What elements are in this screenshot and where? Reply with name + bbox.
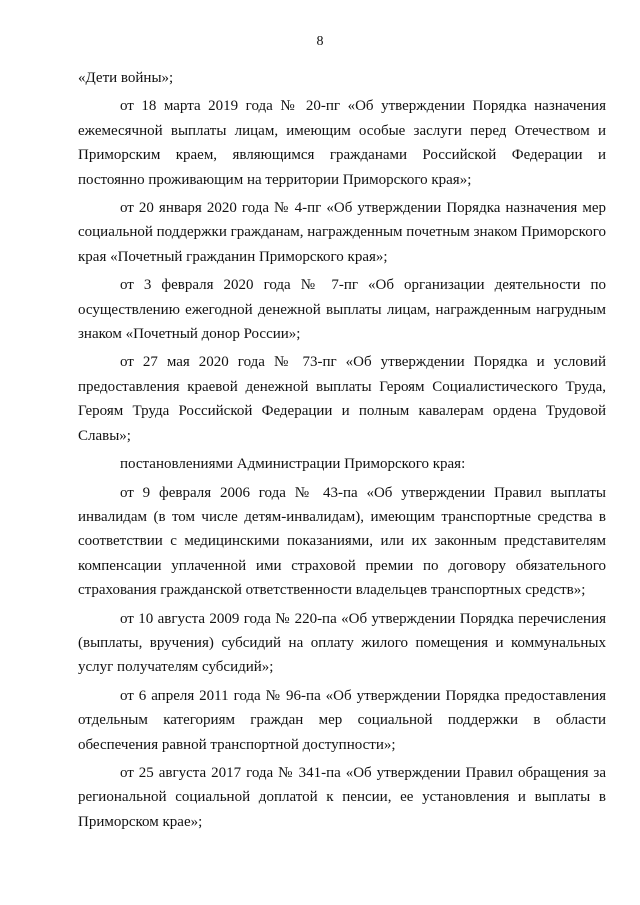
paragraph-decree-96-pa: от 6 апреля 2011 года № 96-па «Об утверждении Порядка предоставления отдельным категориям граждан мер социальной поддержки в области обеспечения равной транспортной доступности»; xyxy=(78,687,606,753)
paragraph-administration-heading: постановлениями Администрации Приморского края: xyxy=(120,456,466,473)
paragraph-continuation: «Дети войны»; xyxy=(78,70,174,86)
page-number: 8 xyxy=(316,34,324,49)
paragraph-decree-43-pa: от 9 февраля 2006 года № 43-па «Об утверждении Правил выплаты инвалидам (в том числе детям-инвалидам), имеющим транспортные средства в соответствии с медицинскими показаниями, или их законным представителям компенсации уплаченной ими страховой премии по договору обязательного страхования гражданской ответственности владельцев транспортных средств»; xyxy=(78,484,606,599)
paragraph-decree-7-pg: от 3 февраля 2020 года № 7-пг «Об организации деятельности по осуществлению ежегодной денежной выплаты лицам, награжденным нагрудным знаком «Почетный донор России»; xyxy=(78,277,606,343)
document-body xyxy=(78,66,606,834)
paragraph-decree-73-pg: от 27 мая 2020 года № 73-пг «Об утверждении Порядка и условий предоставления краевой денежной выплаты Героям Социалистического Труда, Героям Труда Российской Федерации и полным кавалерам ордена Трудовой Славы»; xyxy=(78,354,606,444)
paragraph-decree-341-pa: от 25 августа 2017 года № 341-па «Об утверждении Правил обращения за региональной социальной доплатой к пенсии, ее установления и выплаты в Приморском крае»; xyxy=(78,764,606,830)
paragraph-decree-4-pg: от 20 января 2020 года № 4-пг «Об утверждении Порядка назначения мер социальной поддержки гражданам, награжденным почетным знаком Приморского края «Почетный гражданин Приморского края»; xyxy=(78,200,606,265)
paragraph-decree-220-pa: от 10 августа 2009 года № 220-па «Об утверждении Порядка перечисления (выплаты, вручения) субсидий на оплату жилого помещения и коммунальных услуг получателям субсидий»; xyxy=(78,610,606,676)
paragraph-decree-20-pg: от 18 марта 2019 года № 20-пг «Об утверждении Порядка назначения ежемесячной выплаты лицам, имеющим особые заслуги перед Отечеством и Приморским краем, являющимся гражданами Российской Федерации и постоянно проживающим на территории Приморского края»; xyxy=(78,98,606,188)
